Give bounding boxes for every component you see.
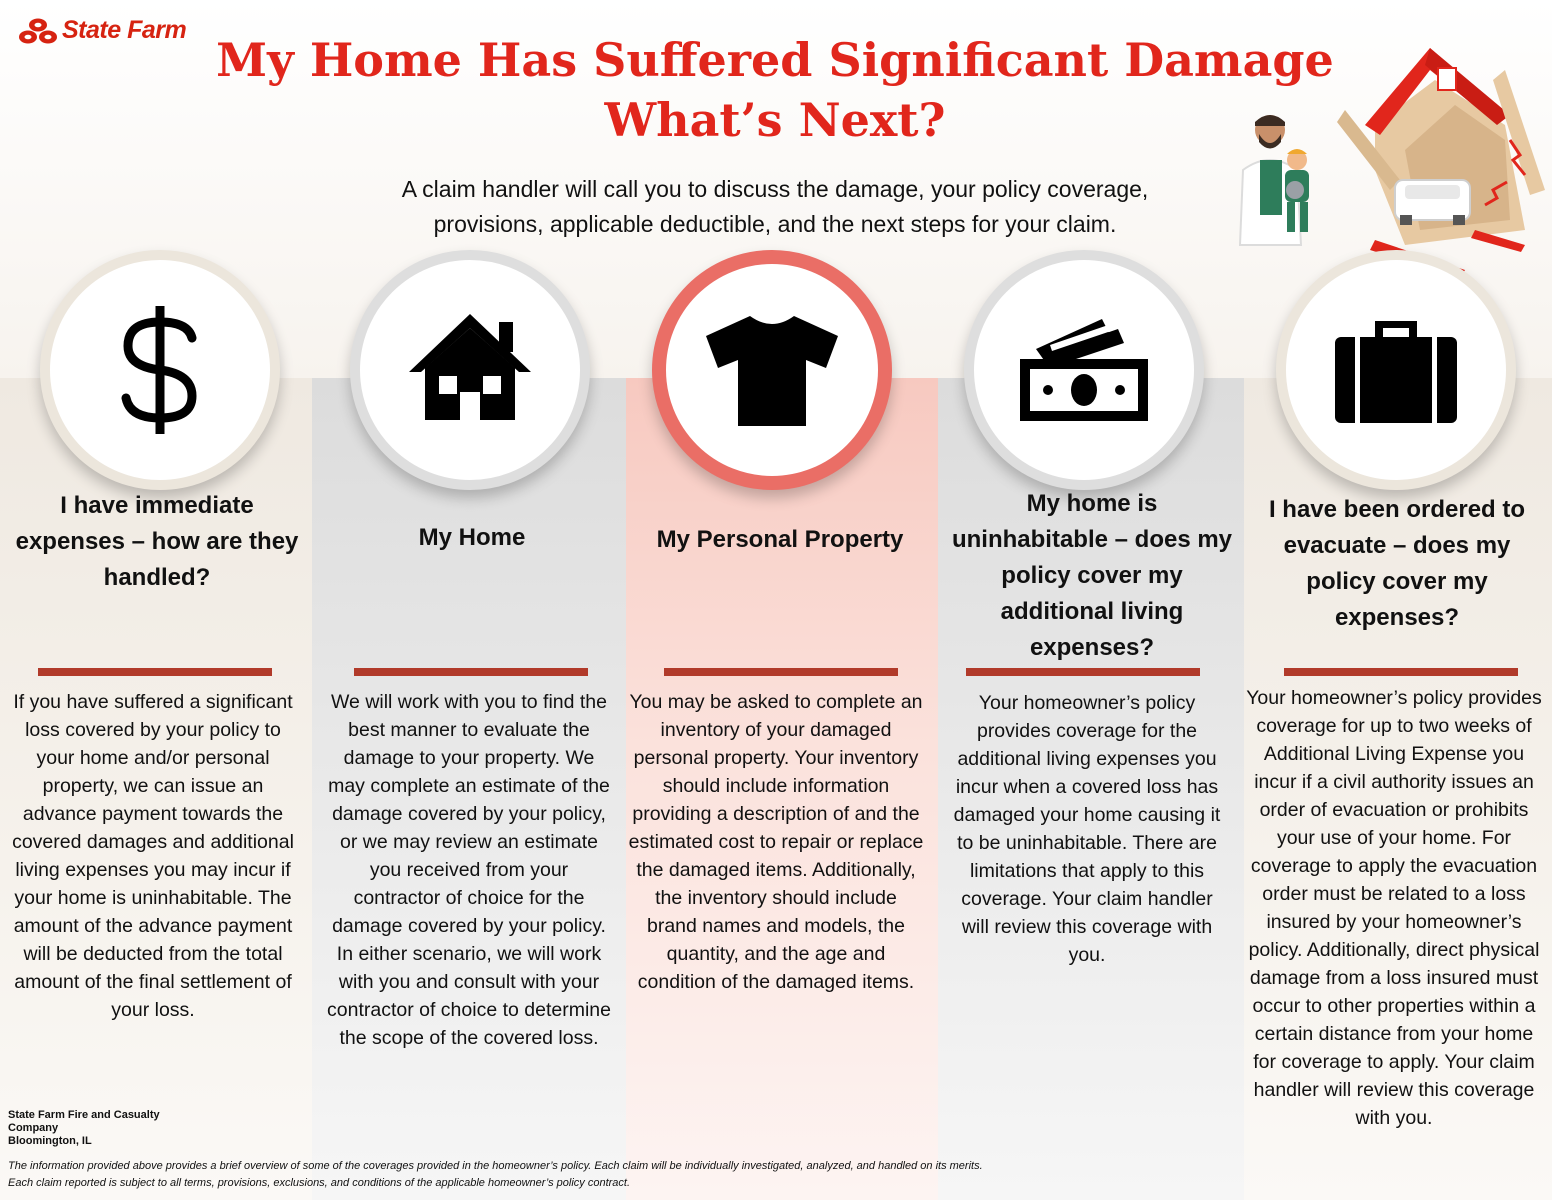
column-4-icon-circle	[964, 250, 1204, 490]
column-2-heading: My Home	[418, 524, 526, 551]
column-2-divider	[354, 668, 588, 676]
column-5-icon-circle	[1276, 250, 1516, 490]
company-info	[8, 1109, 208, 1148]
column-4-divider	[966, 668, 1200, 676]
house-icon	[405, 310, 535, 430]
dollar-sign-icon	[100, 300, 220, 440]
column-3-heading: My Personal Property	[656, 526, 904, 553]
company-location: Bloomington, IL	[8, 1135, 92, 1147]
disclaimer: The information provided above provides a brief overview of some of the coverages provided in the homeowner’s policy. Each claim will be individually investigated, analyzed, and handled on its merits. Each claim reported is subject to all terms, provisions, exclusions, and conditions of the applicable homeowner’s policy contract.	[8, 1160, 983, 1189]
three-ovals-logo-icon	[18, 17, 58, 45]
column-1-icon-circle	[40, 250, 280, 490]
subtitle	[320, 172, 1230, 242]
company-name: State Farm Fire and Casualty Company	[8, 1109, 160, 1134]
column-3-body: You may be asked to complete an inventory of your damaged personal property. Your inventory should include information providing a description of and the estimated cost to repair or replace the damaged items. Additionally, the inventory should include brand names and models, the quantity, and the age and condition of the damaged items.	[628, 691, 924, 993]
damaged-house-family-illustration	[1225, 30, 1552, 280]
title-line-1: My Home Has Suffered Significant Damage	[216, 33, 1334, 87]
column-1-body: If you have suffered a significant loss covered by your policy to your home and/or personal property, we can issue an advance payment towards the covered damages and additional living expenses you may incur if your home is uninhabitable. The amount of the advance payment will be deducted from the total amount of the final settlement of your loss.	[12, 691, 294, 1021]
page-title	[200, 30, 1350, 150]
subtitle-line-1: A claim handler will call you to discuss the damage, your policy coverage,	[401, 176, 1149, 202]
column-1-divider	[38, 668, 272, 676]
column-3-icon-circle	[652, 250, 892, 490]
column-2-icon-circle	[350, 250, 590, 490]
column-3-divider	[664, 668, 898, 676]
column-5-heading: I have been ordered to evacuate – does my policy cover my expenses?	[1268, 496, 1526, 631]
state-farm-logo	[18, 16, 186, 45]
title-line-2: What’s Next?	[604, 93, 946, 147]
column-5-body: Your homeowner’s policy provides coverage for up to two weeks of Additional Living Expense you incur if a civil authority issues an order of evacuation or prohibits your use of your home. For coverage to apply the evacuation order must be related to a loss insured by your homeowner’s policy. Additionally, direct physical damage from a loss insured must occur to other properties within a certain distance from your home for coverage to apply. Your claim handler will review this coverage with you.	[1246, 687, 1542, 1129]
money-bills-icon	[1014, 315, 1154, 425]
column-2-body: We will work with you to find the best manner to evaluate the damage to your property. We may complete an estimate of the damage covered by your policy, or we may review an estimate you received from your contractor of choice for the damage covered by your policy. In either scenario, we will work with you and consult with your contractor of choice to determine the scope of the covered loss.	[327, 691, 611, 1049]
column-1-heading: I have immediate expenses – how are they handled?	[15, 492, 299, 591]
t-shirt-icon	[702, 310, 842, 430]
column-5-divider	[1284, 668, 1518, 676]
column-4-heading: My home is uninhabitable – does my policy cover my additional living expenses?	[951, 490, 1233, 661]
brand-name: State Farm	[62, 16, 187, 44]
subtitle-line-2: provisions, applicable deductible, and the next steps for your claim.	[433, 211, 1117, 237]
suitcase-icon	[1331, 315, 1461, 425]
column-4-body: Your homeowner’s policy provides coverage for the additional living expenses you incur when a covered loss has damaged your home causing it to be uninhabitable. There are limitations that apply to this coverage. Your claim handler will review this coverage with you.	[953, 692, 1221, 966]
